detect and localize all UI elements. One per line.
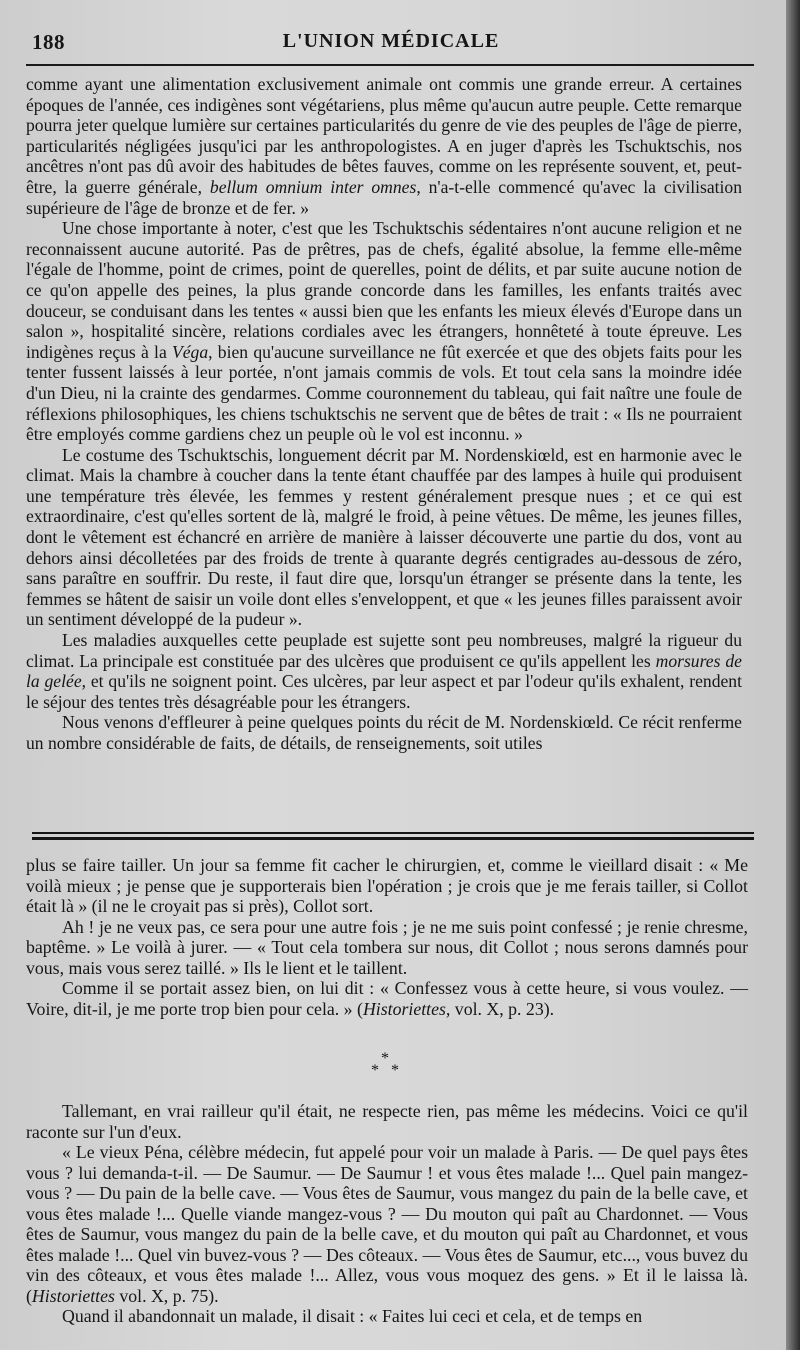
paragraph-text: Comme il se portait assez bien, on lui dit : « Confessez vous à cette heure, si vous voulez. — Voire, dit-il, je me porte trop bien pour cela. » ( [26,978,748,1019]
paragraph-text: Les maladies auxquelles cette peuplade est sujette sont peu nombreuses, malgré la rigueur du climat. La principale est constituée par des ulcères que produisent ce qu'ils appellent les [26,630,742,671]
feuilleton-paragraph: Ah ! je ne veux pas, ce sera pour une autre fois ; je ne me suis point confessé ; je renie chresme, baptême. » Le voilà à jurer. — « Tout cela tombera sur nous, dit Collot ; nous serons damnés pour vous, mais vous serez taillé. » Ils le lient et le taillent. [26,916,748,978]
italic-phrase: morsures de la gelée [26,650,742,692]
italic-ship-name: Véga [172,341,209,362]
header-rule [26,64,754,66]
main-article [26,74,742,754]
paragraph-vegetarian [26,74,742,218]
paragraph-text: , et qu'ils ne soignent point. Ces ulcères, par leur aspect et par l'odeur qu'ils exhalent, rendent le séjour des tentes très désagréable pour les étrangers. [26,671,742,712]
running-header [26,28,756,58]
paragraph-diseases [26,630,742,712]
section-asterism [26,1050,748,1079]
paragraph-religion [26,218,742,445]
paragraph-text: « Le vieux Péna, célèbre médecin, fut appelé pour voir un malade à Paris. — De quel pays êtes vous ? lui demanda-t-il. — De Saumur. — De Saumur ! et vous êtes malade !... Quel pain mangez-vous ? — Du pain de la belle cave. — Vous êtes de Saumur, vous mangez du pain de la belle cave, et vous êtes malade !... Quelle viande mangez-vous ? — Du mouton qui paît au Chardonnet. — Vous êtes de Saumur, vous mangez du pain de la belle cave, et du mouton qui paît au Chardonnet, et vous êtes malade !... Quel vin buvez-vous ? — Des côteaux. — Vous êtes de Saumur, etc..., vous buvez du vin des côteaux, et vous êtes malade !... Allez, vous vous moquez des gens. » Et il le laissa là. ( [26,1142,748,1306]
paragraph-text: vol. X, p. 23). [450,998,555,1019]
feuilleton-separator [32,832,754,840]
italic-phrase: bellum omnium inter omnes [209,176,417,197]
separator-rule [32,832,754,834]
paragraph-text: vol. X, p. 75). [114,1285,219,1306]
paragraph-text: , bien qu'aucune surveillance ne fût exercée et que des objets faits pour les tenter fussent laissés à leur portée, n'ont jamais commis de vols. Et tout cela sans la moindre idée d'un Dieu, ni la crainte des gendarmes. Comme couronnement du tableau, qui fait naître une foule de réflexions philosophiques, les chiens tschuktschis ne servent que de bêtes de trait : « Ils ne pourraient être employés comme gardiens chez un peuple où le vol est inconnu. » [26,341,742,445]
asterism-bottom: * * [371,1062,403,1079]
feuilleton-paragraph [26,978,748,1019]
paragraph-text: comme ayant une alimentation exclusivement animale ont commis une grande erreur. A certaines époques de l'année, ces indigènes sont végétariens, plus même qu'aucun autre peuple. Cette remarque pourra jeter quelque lumière sur certaines particularités du genre de vie des peuples de l'âge de pierre, particularités négligées jusqu'ici par les anthropologistes. A en juger d'après les Tschuktschis, nos ancêtres n'ont pas dû avoir des habitudes de bêtes fauves, comme on les représente souvent, et, peut-être, la guerre générale, [26,74,742,197]
paragraph-text: Une chose importante à noter, c'est que les Tschuktschis sédentaires n'ont aucune religion et ne reconnaissent aucune autorité. Pas de prêtres, pas de chefs, égalité absolue, la femme elle-même l'égale de l'homme, point de crimes, point de querelles, point de délits, et par suite aucune notion de ce qu'on appelle des peines, la plus grande concorde dans les familles, les enfants traités avec douceur, se conduisant dans les tentes « aussi bien que les enfants les mieux élevés d'Europe dans un salon », hospitalité sincère, relations cordiales avec les étrangers, honnêteté à toute épreuve. Les indigènes reçus à la [26,218,742,362]
feuilleton-paragraph [26,1142,748,1306]
feuilleton-paragraph: plus se faire tailler. Un jour sa femme fit cacher le chirurgien, et, comme le vieillard disait : « Me voilà mieux ; je pense que je supporterais bien l'opération ; je crois que je me ferais tailler, si Collot était là » (il ne le croyait pas si près), Collot sort. [26,855,748,916]
journal-title: L'UNION MÉDICALE [282,30,500,52]
feuilleton-paragraph: Tallemant, en vrai railleur qu'il était, ne respecte rien, pas même les médecins. Voici ce qu'il raconte sur l'un d'eux. [26,1101,748,1142]
feuilleton-paragraph: Quand il abandonnait un malade, il disait : « Faites lui ceci et cela, et de temps en [62,1306,643,1326]
italic-citation: Historiettes [31,1285,115,1306]
paragraph-costume: Le costume des Tschuktschis, longuement décrit par M. Nordenskiœld, est en harmonie avec le climat. Mais la chambre à coucher dans la tente étant chauffée par des lampes à huile qui produisent une température très élevée, les femmes y restent généralement presque nues ; et ce qui est extraordinaire, c'est qu'elles sortent de là, malgré le froid, à peine vêtues. De même, les jeunes filles, dont le vêtement est échancré en arrière de manière à laisser découverte une partie du dos, vont au dehors ainsi décolletées par des froids de trente à quarante degrés centigrades au-dessous de zéro, sans paraître en souffrir. Du reste, il faut dire que, lorsqu'un étranger se présente dans la tente, les femmes se hâtent de saisir un voile dont elles s'enveloppent, et que « les jeunes filles paraissent avoir un sentiment développé de la pudeur ». [26,444,742,630]
italic-citation: Historiettes, [362,998,451,1019]
separator-rule [32,837,754,840]
feuilleton [26,855,748,1327]
paragraph-text: , n'a-t-elle commencé qu'avec la civilisation supérieure de l'âge de bronze et de fer. » [26,176,743,218]
page-number: 188 [32,30,65,54]
page-edge-shadow [786,0,800,1350]
paragraph-conclusion: Nous venons d'effleurer à peine quelques points du récit de M. Nordenskiœld. Ce récit renferme un nombre considérable de faits, de détails, de renseignements, soit utiles [26,712,742,753]
asterism-top: * [381,1050,393,1067]
